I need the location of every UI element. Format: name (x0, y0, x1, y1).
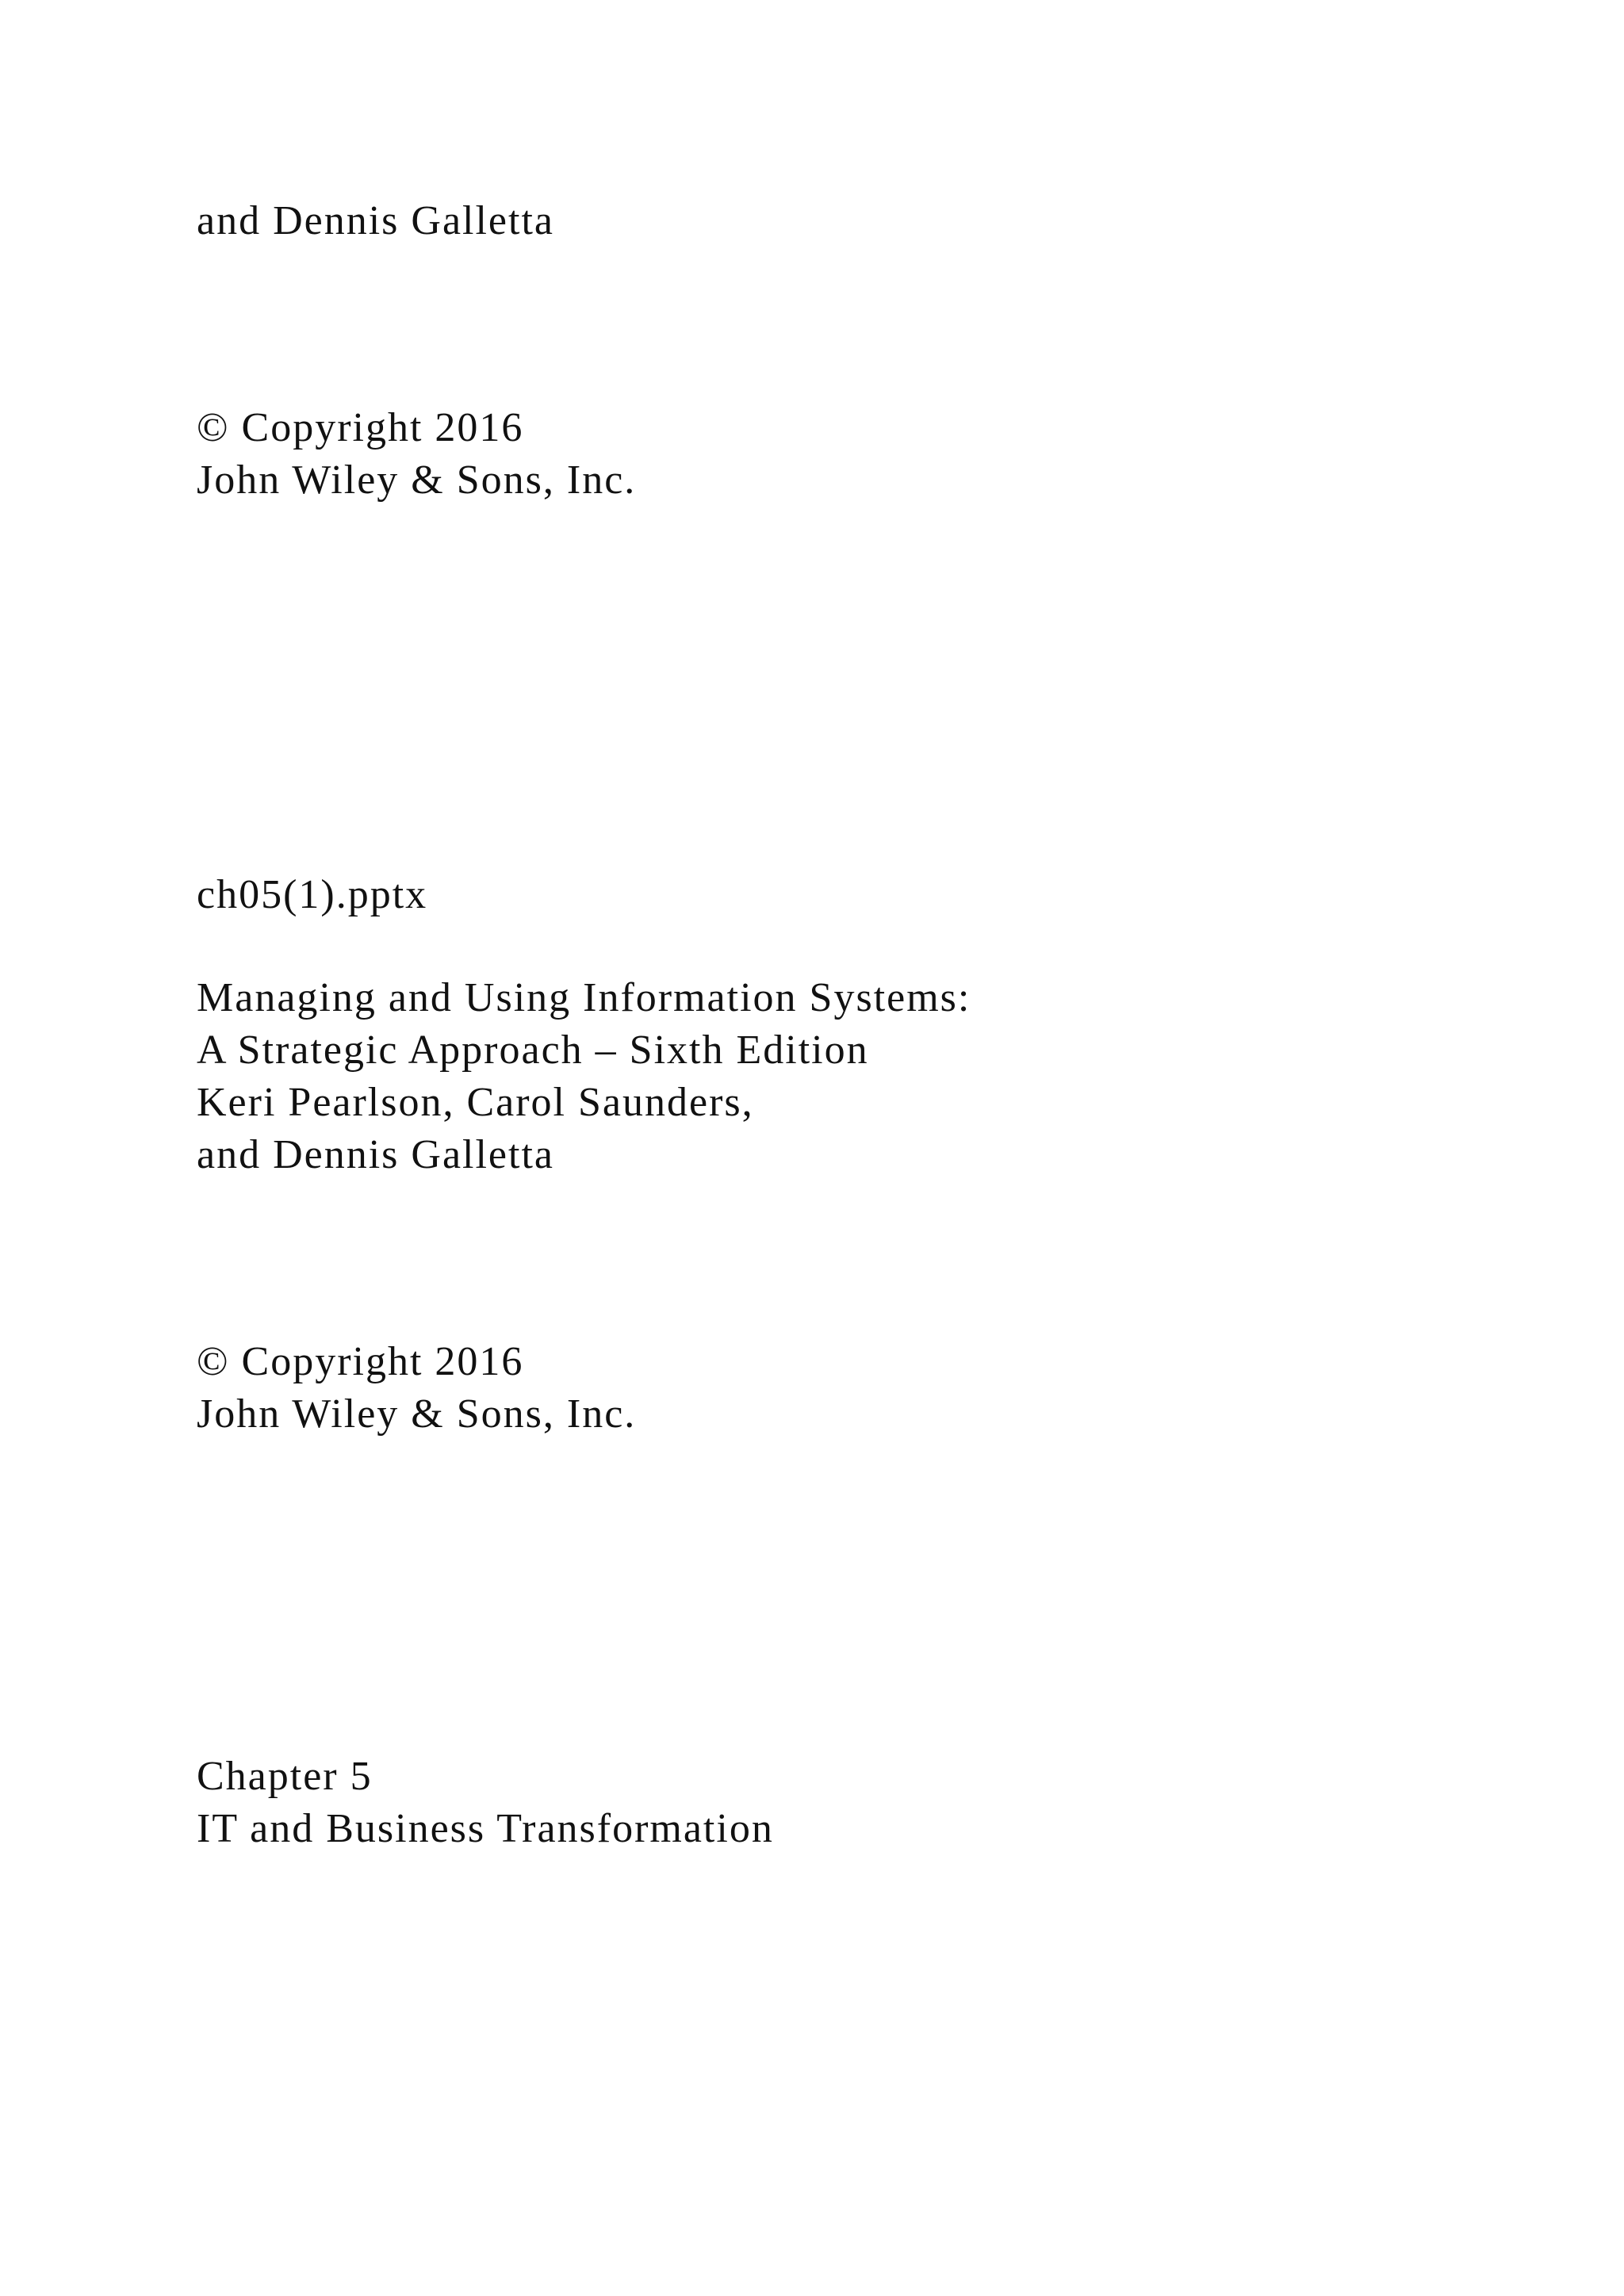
publisher-line: John Wiley & Sons, Inc. (197, 457, 637, 503)
chapter-number: Chapter 5 (197, 1754, 373, 1799)
copyright-block-2 (197, 1336, 636, 1441)
text-line: and Dennis Galletta (197, 198, 554, 243)
filename-line: ch05(1).pptx (197, 872, 428, 917)
chapter-heading-block (197, 1751, 774, 1855)
book-title-block (197, 972, 971, 1181)
publisher-line: John Wiley & Sons, Inc. (197, 1391, 637, 1437)
copyright-line: © Copyright 2016 (197, 1339, 524, 1384)
filename-block (197, 869, 427, 921)
copyright-block (197, 402, 636, 507)
book-subtitle-line: A Strategic Approach – Sixth Edition (197, 1027, 869, 1073)
author-continuation-block (197, 195, 554, 247)
copyright-line: © Copyright 2016 (197, 405, 524, 450)
authors-line: Keri Pearlson, Carol Saunders, (197, 1080, 754, 1125)
chapter-title: IT and Business Transformation (197, 1806, 774, 1851)
book-title-line: Managing and Using Information Systems: (197, 975, 971, 1020)
authors-line-2: and Dennis Galletta (197, 1132, 554, 1177)
